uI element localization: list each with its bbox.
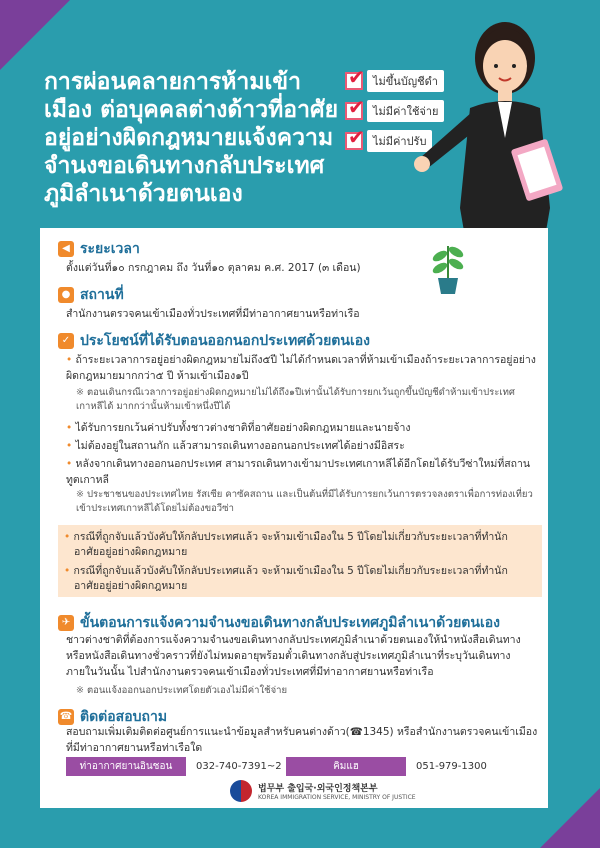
location-pin-icon: ●	[58, 287, 74, 303]
contact-phone: 032-740-7391~2	[196, 761, 282, 772]
footer-org-name: 법무부 출입국·외국인정책본부	[258, 784, 378, 794]
check-label: ไม่มีค่าใช้จ่าย	[367, 100, 444, 122]
section-title: ติดต่อสอบถาม	[80, 709, 168, 725]
checkmark-icon	[345, 72, 363, 90]
checkmark-icon	[345, 132, 363, 150]
contact-label: ท่าอากาศยานอินชอน	[66, 757, 186, 776]
caveat-box	[58, 525, 542, 597]
check-label: ไม่มีค่าปรับ	[367, 130, 432, 152]
contact-phone: 051-979-1300	[416, 761, 487, 772]
corner-decoration	[0, 0, 70, 70]
check-label: ไม่ขึ้นบัญชีดำ	[367, 70, 444, 92]
benefit-item: • ไม่ต้องอยู่ในสถานกัก แล้วสามารถเดินทางออกนอกประเทศได้อย่างมีอิสระ	[66, 438, 536, 454]
page-title: การผ่อนคลายการห้ามเข้าเมือง ต่อบุคคลต่างด้าวที่อาศัยอยู่อย่างผิดกฎหมายแจ้งความจำนงขอเดินทางกลับประเทศภูมิลำเนาด้วยตนเอง	[44, 69, 339, 207]
airplane-icon: ✈	[58, 615, 74, 631]
section-period	[58, 238, 140, 260]
section-procedure	[58, 612, 500, 634]
footer-org-english: KOREA IMMIGRATION SERVICE, MINISTRY OF JUSTICE	[258, 794, 416, 801]
plant-icon	[428, 236, 468, 296]
contact-label: คิมแฮ	[286, 757, 406, 776]
section-place	[58, 284, 124, 306]
caveat-item: • กรณีที่ถูกจับแล้วบังคับให้กลับประเทศแล้ว จะห้ามเข้าเมืองใน 5 ปีโดยไม่เกี่ยวกับระยะเวลาที่ทำนักอาศัยอยู่อย่างผิดกฎหมาย	[58, 525, 542, 560]
footer	[230, 780, 416, 802]
place-text: สำนักงานตรวจคนเข้าเมืองทั่วประเทศที่มีท่าอากาศยานหรือท่าเรือ	[66, 308, 360, 320]
benefit-item: • หลังจากเดินทางออกนอกประเทศ สามารถเดินทางเข้ามาประเทศเกาหลีได้อีกโดยได้รับวีซ่าใหม่ที่สถานทูตเกาหลี	[66, 456, 536, 488]
procedure-note: ※ ตอนแจ้งออกนอกประเทศโดยตัวเองไม่มีค่าใช้จ่าย	[76, 684, 536, 698]
contact-entry	[286, 757, 487, 776]
section-title: ขั้นตอนการแจ้งความจำนงขอเดินทางกลับประเทศภูมิลำเนาด้วยตนเอง	[80, 615, 500, 631]
benefit-item: • ถ้าระยะเวลาการอยู่อย่างผิดกฎหมายไม่ถึง๕ปี ไม่ได้กำหนดเวลาที่ห้ามเข้าเมืองถ้าระยะเวลาการอยู่อย่างผิดกฎหมายมากกว่า๕ ปี ห้ามเข้าเมือง๑ปี	[66, 352, 536, 384]
megaphone-icon: ◀	[58, 241, 74, 257]
procedure-text: ชาวต่างชาติที่ต้องการแจ้งความจำนงขอเดินทางกลับประเทศภูมิลำเนาด้วยตนเองให้นำหนังสือเดินทาง หรือหนังสือเดินทางชั่วคราวที่ยังไม่หมดอายุพร้อมตั๋วเดินทางกลับสู่ประเทศภูมิลำเนาที่ระบุวันเดินทางภายในวันนั้น ไปสำนักงานตรวจคนเข้าเมืองทั่วประเทศที่มีท่าอากาศยานหรือท่าเรือ	[66, 634, 521, 678]
benefit-note: ※ ตอนเดินกรณีเวลาการอยู่อย่างผิดกฎหมายไม่ได้ถึง๑ปีเท่านั้นได้รับการยกเว้นถูกขึ้นบัญชีดำห้ามเข้าประเทศเกาหลีได้ มากกว่านั้นห้ามเข้าหนึ่งปีได้	[76, 386, 536, 414]
checkmark-icon	[345, 102, 363, 120]
section-title: ประโยชน์ที่ได้รับตอนออกนอกประเทศด้วยตนเอง	[80, 333, 370, 349]
section-benefits	[58, 330, 370, 352]
phone-icon: ☎	[58, 709, 74, 725]
section-title: ระยะเวลา	[80, 241, 140, 257]
check-icon: ✓	[58, 333, 74, 349]
benefit-item: • ได้รับการยกเว้นค่าปรับทั้งชาวต่างชาติที่อาศัยอย่างผิดกฎหมายและนายจ้าง	[66, 420, 536, 436]
corner-decoration	[540, 788, 600, 848]
benefit-note: ※ ประชาชนของประเทศไทย รัสเซีย คาซัคสถาน และเป็นต้นที่มีได้รับการยกเว้นการตรวจลงตราเพื่อการท่องเที่ยว เข้าประเทศเกาหลีได้โดยไม่ต้องขอวีซ่า	[76, 488, 536, 516]
caveat-item: • กรณีที่ถูกจับแล้วบังคับให้กลับประเทศแล้ว จะห้ามเข้าเมืองใน 5 ปีโดยไม่เกี่ยวกับระยะเวลาที่ทำนักอาศัยอยู่อย่างผิดกฎหมาย	[58, 560, 542, 594]
contact-text: สอบถามเพิ่มเติมติดต่อศูนย์การแนะนำข้อมูลสำหรับคนต่างด้าว(☎1345) หรือสำนักงานตรวจคนเข้าเมืองที่มีท่าอากาศยานหรือท่าเรือใด	[66, 726, 538, 754]
period-text: ตั้งแต่วันที่๑๐ กรกฎาคม ถึง วันที่๑๐ ตุลาคม ค.ศ. 2017 (๓ เดือน)	[66, 262, 361, 274]
government-logo-icon	[230, 780, 252, 802]
contact-entry	[66, 757, 282, 776]
section-title: สถานที่	[80, 287, 124, 303]
